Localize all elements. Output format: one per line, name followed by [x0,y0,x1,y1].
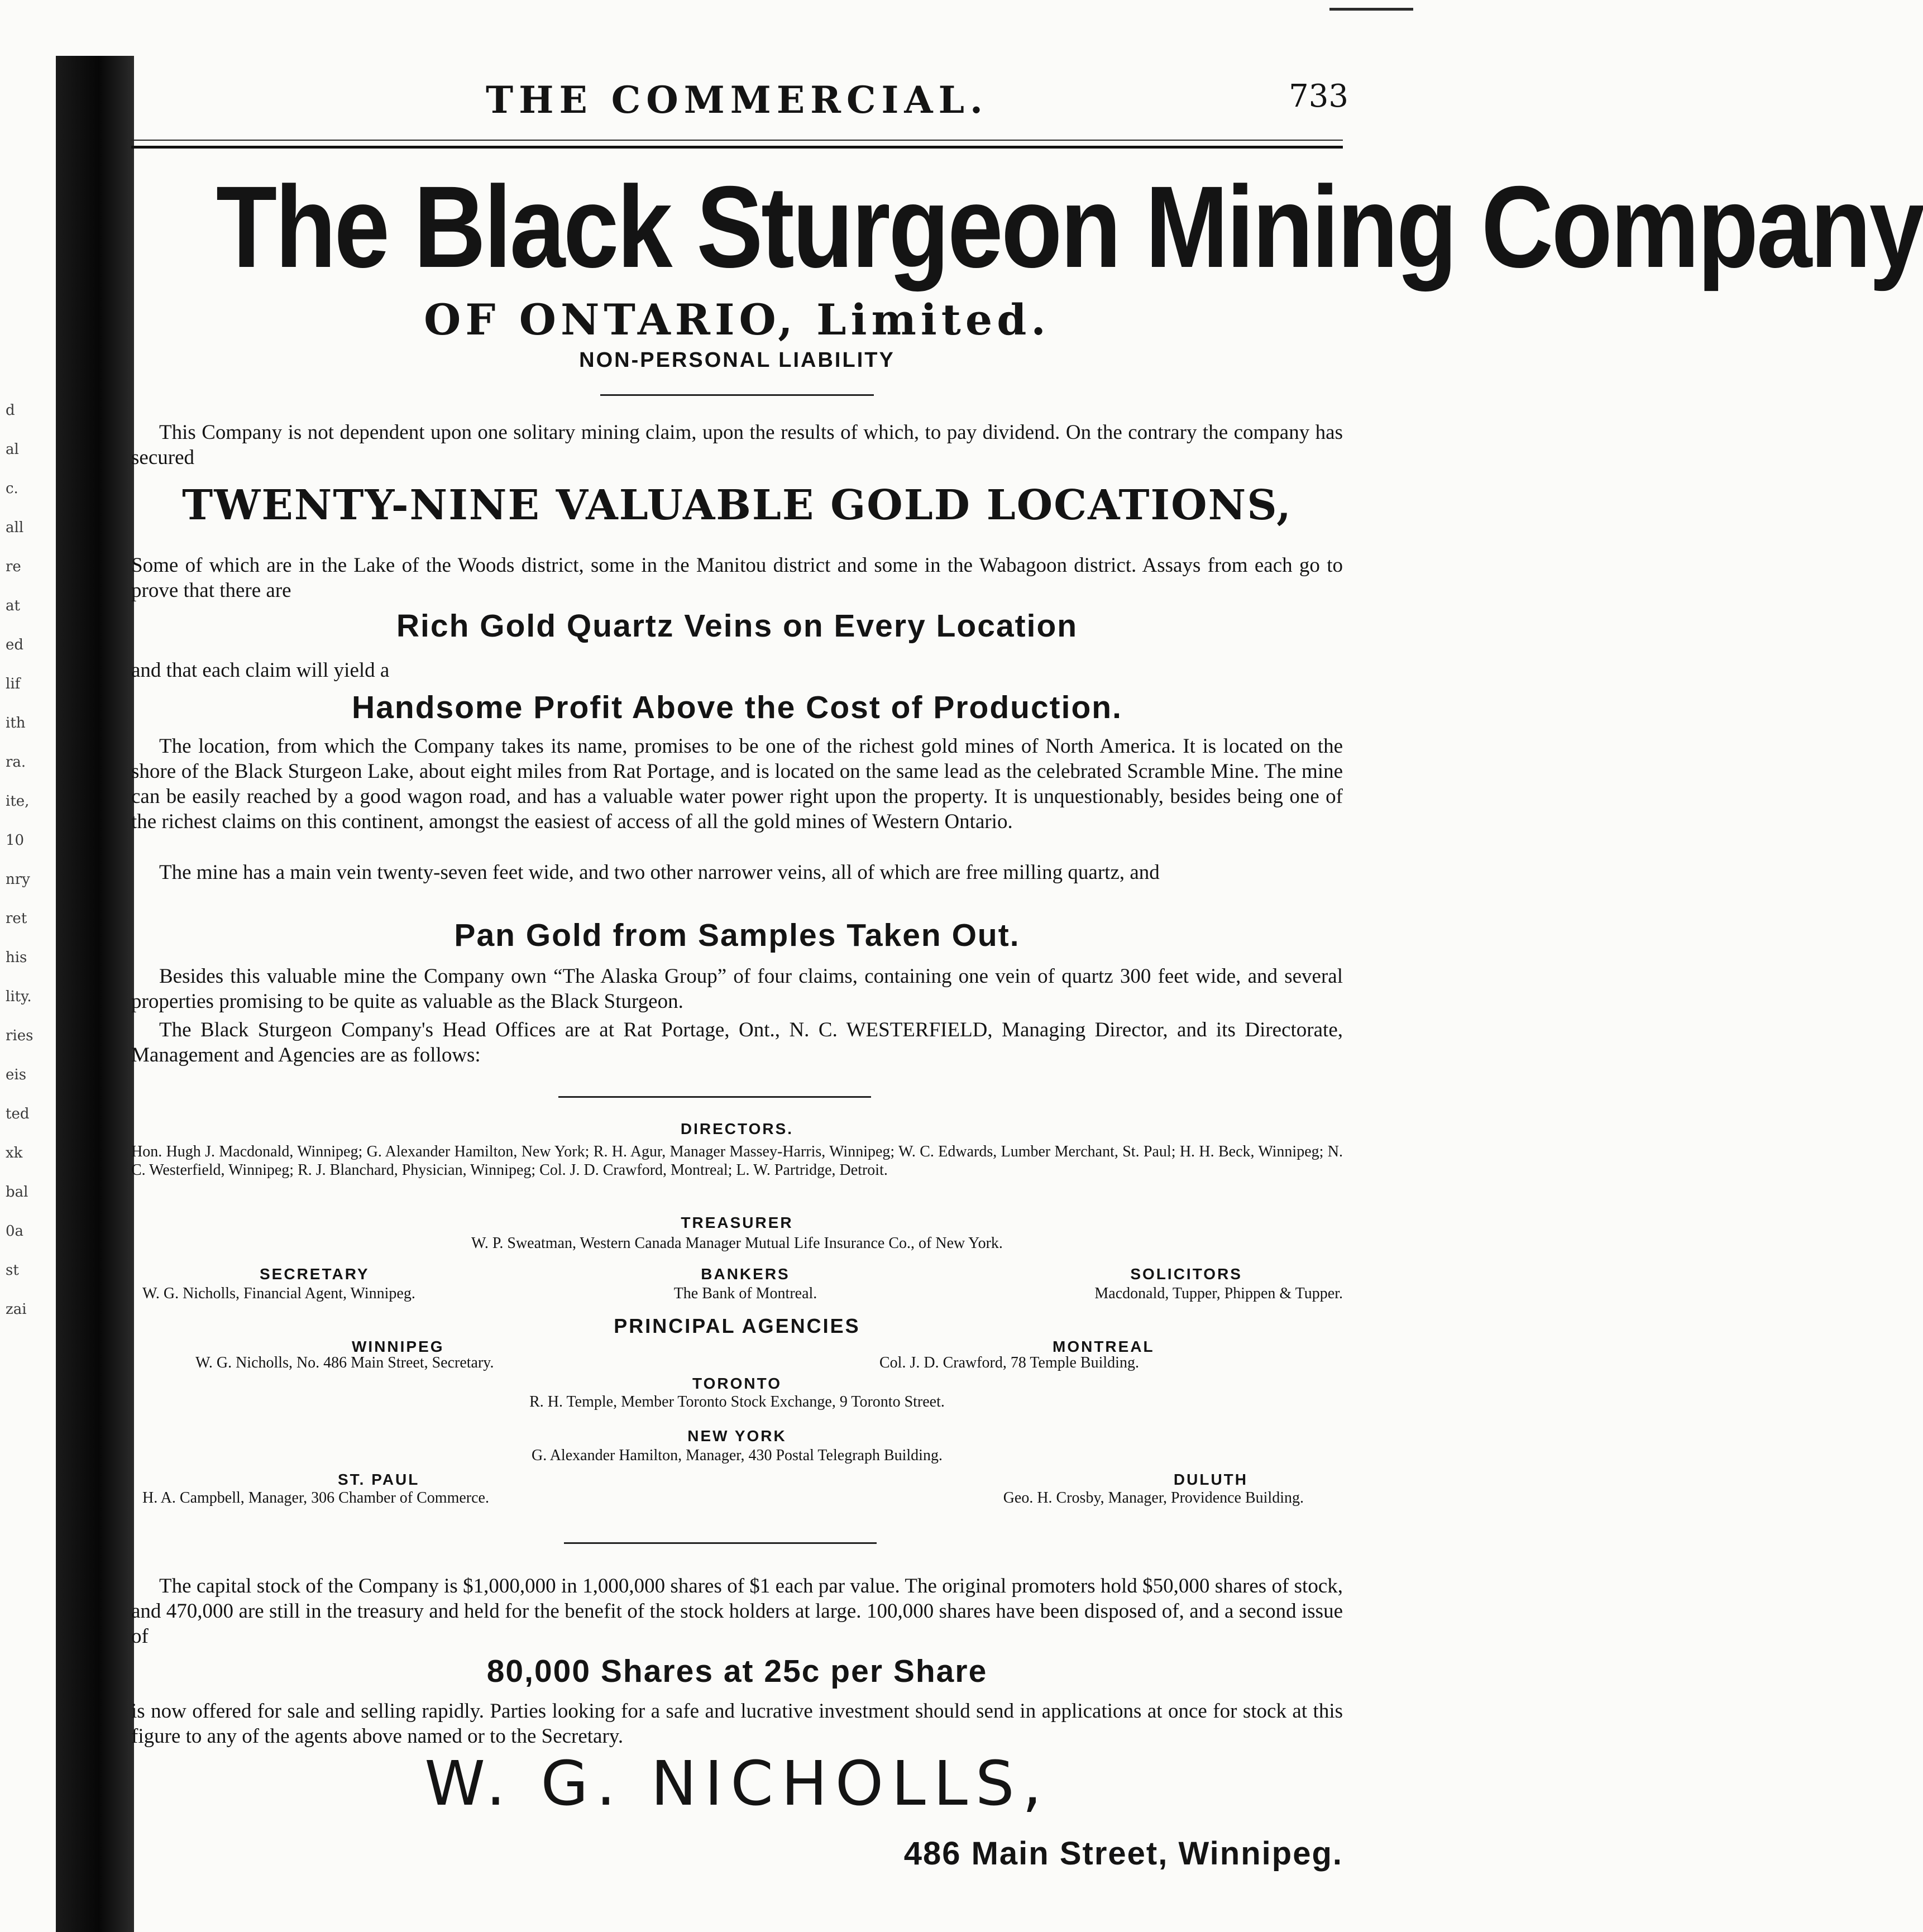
montreal-text: Col. J. D. Crawford, 78 Temple Building. [879,1354,1139,1371]
margin-scrap: al [6,441,19,458]
winnipeg-text: W. G. Nicholls, No. 486 Main Street, Secretary. [195,1354,494,1371]
margin-scrap: his [6,949,27,966]
signature: W. G. NICHOLLS, [424,1748,1050,1819]
margin-scrap: ith [6,715,26,731]
paragraph-4: The location, from which the Company takes its name, promises to be one of the richest gold mines of North America. It is located on the shore of the Black Sturgeon Lake, about eight miles from Rat Portage, and is located on the same lead as the celebrated Scramble Mine. The mine can be easily reached by a good wagon road, and has a valuable water power right upon the property. It is unquestionably, besides being one of the richest claims on this continent, amongst the easiest of access of all the gold mines of Western Ontario. [131,735,1343,833]
newyork-text: G. Alexander Hamilton, Manager, 430 Postal Telegraph Building. [532,1447,943,1464]
duluth-text: Geo. H. Crosby, Manager, Providence Building. [1003,1489,1304,1507]
treasurer-heading: TREASURER [681,1214,793,1231]
secretary-heading: SECRETARY [260,1265,370,1283]
paragraph-7: The Black Sturgeon Company's Head Offices are at Rat Portage, Ont., N. C. WESTERFIELD, Managing Director, and its Directorate, Management and Agencies are as follows: [131,1018,1343,1067]
paragraph-3: and that each claim will yield a [131,659,390,682]
running-head [131,78,1348,123]
margin-scrap: at [6,597,20,614]
binding-spine [56,56,134,1932]
section-rule [600,394,874,396]
section-rule [558,1096,871,1098]
margin-scrap: d [6,402,15,419]
solicitors-heading: SOLICITORS [1130,1265,1242,1283]
toronto-text: R. H. Temple, Member Toronto Stock Exchange, 9 Toronto Street. [529,1393,945,1410]
margin-scrap: eis [6,1067,27,1083]
margin-scraps [6,391,61,1843]
address: 486 Main Street, Winnipeg. [903,1835,1343,1872]
margin-scrap: ed [6,637,24,653]
margin-scrap: lity. [6,988,32,1005]
directors-text: Hon. Hugh J. Macdonald, Winnipeg; G. Alexander Hamilton, New York; R. H. Agur, Manager Massey-Harris, Winnipeg; W. C. Edwards, Lumber Merchant, St. Paul; H. H. Beck, Winnipeg; N. C. Westerfield, Winnipeg; R. J. Blanchard, Physician, Winnipeg; Col. J. D. Crawford, Montreal; L. W. Partridge, Detroit. [131,1143,1343,1179]
margin-scrap: ret [6,910,27,927]
display-line-1: TWENTY-NINE VALUABLE GOLD LOCATIONS, [182,481,1292,529]
toronto-heading: TORONTO [692,1375,782,1392]
agencies-heading: PRINCIPAL AGENCIES [614,1314,860,1337]
margin-scrap: ted [6,1106,30,1122]
subtitle-line2: NON-PERSONAL LIABILITY [579,348,895,372]
newyork-heading: NEW YORK [687,1427,787,1445]
display-line-3: Handsome Profit Above the Cost of Production. [352,690,1122,725]
running-title: THE COMMERCIAL. [485,78,989,122]
treasurer-text: W. P. Sweatman, Western Canada Manager Mutual Life Insurance Co., of New York. [471,1235,1003,1252]
margin-scrap: all [6,519,24,536]
paragraph-2: Some of which are in the Lake of the Woods district, some in the Manitou district and some in the Wabagoon district. Assays from each go to prove that there are [131,554,1343,602]
advertisement-page [131,0,1923,1931]
montreal-heading: MONTREAL [1053,1338,1155,1355]
head-rule [131,140,1343,149]
bankers-heading: BANKERS [701,1265,790,1283]
directors-heading: DIRECTORS. [680,1120,794,1137]
page-number: 733 [1289,78,1348,114]
margin-scrap: lif [6,676,21,692]
paragraph-5: The mine has a main vein twenty-seven feet wide, and two other narrower veins, all of which are free milling quartz, and [159,861,1160,884]
display-line-5: 80,000 Shares at 25c per Share [486,1653,988,1689]
paragraph-9: is now offered for sale and selling rapidly. Parties looking for a safe and lucrative investment should send in applications at once for stock at this figure to any of the agents above named or to the Secretary. [131,1700,1343,1748]
section-rule [564,1542,877,1544]
margin-scrap: xk [6,1145,23,1161]
bankers-text: The Bank of Montreal. [673,1285,817,1302]
margin-scrap: c. [6,480,18,497]
margin-scrap: st [6,1262,19,1279]
margin-scrap: nry [6,871,30,888]
subtitle-line1: OF ONTARIO, Limited. [424,295,1050,345]
margin-scrap: re [6,558,21,575]
paragraph-6: Besides this valuable mine the Company own “The Alaska Group” of four claims, containing one vein of quartz 300 feet wide, and several properties promising to be quite as valuable as the Black Sturgeon. [131,965,1343,1013]
headline: The Black Sturgeon Mining Company [216,162,1923,292]
solicitors-text: Macdonald, Tupper, Phippen & Tupper. [1094,1285,1343,1302]
winnipeg-heading: WINNIPEG [352,1338,444,1355]
display-line-2: Rich Gold Quartz Veins on Every Location [396,608,1078,644]
display-line-4: Pan Gold from Samples Taken Out. [454,917,1020,953]
paragraph-8: The capital stock of the Company is $1,000,000 in 1,000,000 shares of $1 each par value. The original promoters hold $50,000 shares of stock, and 470,000 are still in the treasury and held for the benefit of the stock holders at large. 100,000 shares have been disposed of, and a second issue of [131,1575,1343,1648]
margin-scrap: ite, [6,793,30,810]
margin-scrap: ries [6,1027,34,1044]
margin-scrap: ra. [6,754,26,771]
margin-scrap: bal [6,1184,28,1201]
stpaul-text: H. A. Campbell, Manager, 306 Chamber of Commerce. [142,1489,489,1507]
paragraph-1: This Company is not dependent upon one solitary mining claim, upon the results of which, to pay dividend. On the contrary the company has secured [131,421,1343,469]
margin-scrap: 10 [6,832,25,849]
duluth-heading: DULUTH [1173,1471,1248,1488]
margin-scrap: 0a [6,1223,24,1240]
secretary-text: W. G. Nicholls, Financial Agent, Winnipeg. [142,1285,415,1302]
margin-scrap: zai [6,1301,27,1318]
stpaul-heading: ST. PAUL [338,1471,420,1488]
